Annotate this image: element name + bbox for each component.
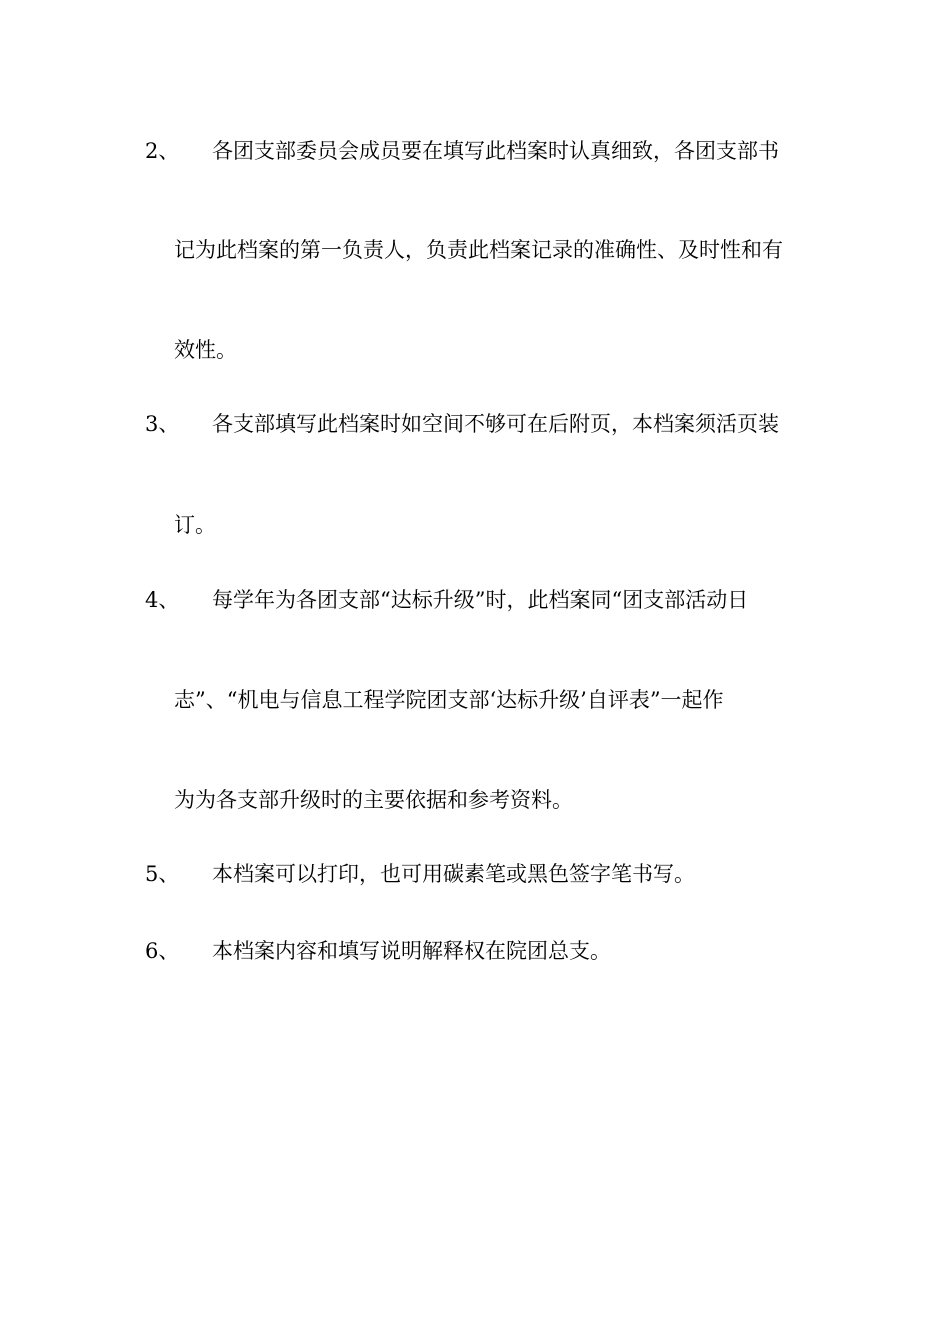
item-text-line: 各团支部委员会成员要在填写此档案时认真细致，各团支部书 bbox=[212, 139, 779, 163]
item-text-line: 各支部填写此档案时如空间不够可在后附页，本档案须活页装 bbox=[212, 412, 779, 436]
item-text-line: 记为此档案的第一负责人，负责此档案记录的准确性、及时性和有 bbox=[174, 238, 783, 262]
item-number: 6、 bbox=[145, 939, 180, 963]
item-text-line: 本档案内容和填写说明解释权在院团总支。 bbox=[212, 939, 611, 963]
item-text-line: 为为各支部升级时的主要依据和参考资料。 bbox=[174, 788, 573, 812]
item-text-line: 效性。 bbox=[174, 338, 237, 362]
item-number: 5、 bbox=[145, 862, 180, 886]
item-text-line: 订。 bbox=[174, 513, 216, 537]
item-number: 4、 bbox=[145, 588, 180, 612]
item-text-line: 本档案可以打印，也可用碳素笔或黑色签字笔书写。 bbox=[212, 862, 695, 886]
item-number: 3、 bbox=[145, 412, 180, 436]
item-text-line: 志”、“机电与信息工程学院团支部‘达标升级’自评表”一起作 bbox=[174, 688, 724, 712]
item-number: 2、 bbox=[145, 139, 180, 163]
item-text-line: 每学年为各团支部“达标升级”时，此档案同“团支部活动日 bbox=[212, 588, 749, 612]
